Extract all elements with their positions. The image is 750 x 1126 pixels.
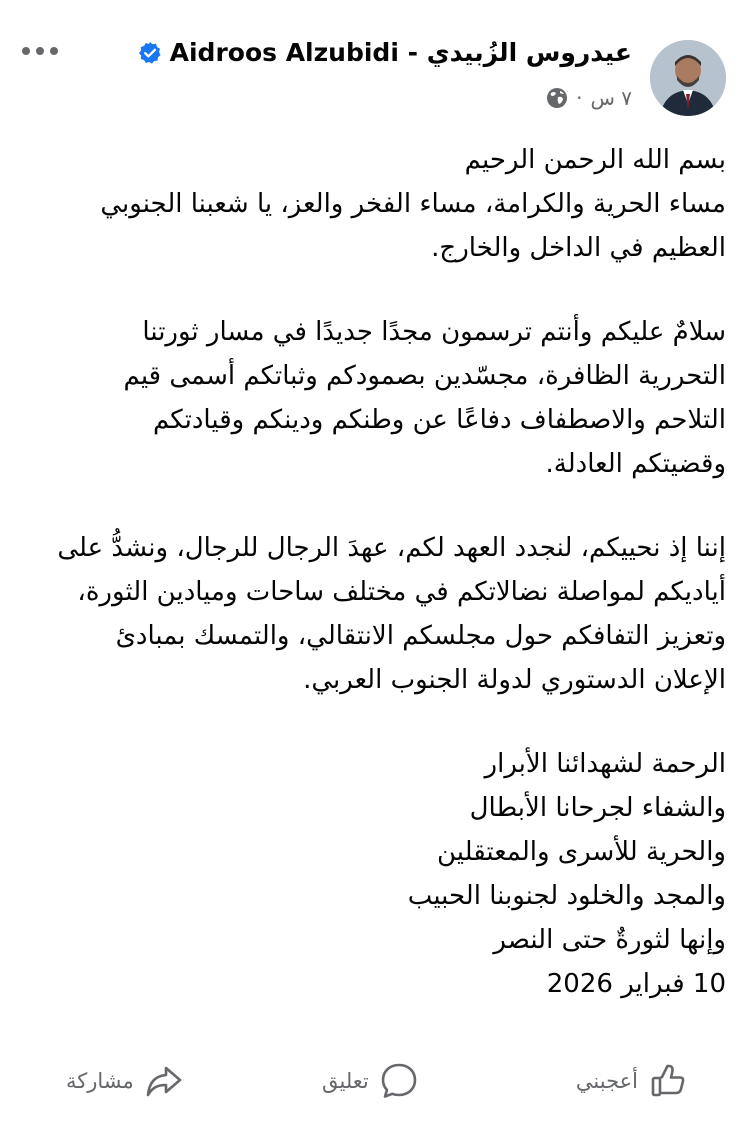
post-paragraph — [30, 526, 726, 702]
verified-badge-icon — [138, 41, 162, 65]
avatar-image — [650, 40, 726, 116]
post-line: وتعزيز التفافكم حول مجلسكم الانتقالي، والتمسك بمبادئ — [115, 621, 726, 651]
share-label: مشاركة — [66, 1069, 134, 1093]
post-line: وإنها لثورةٌ حتى النصر — [493, 925, 726, 955]
post-header — [0, 0, 750, 128]
post-line: والشفاء لجرحانا الأبطال — [469, 793, 726, 823]
post-line: التحررية الظافرة، مجسّدين بصمودكم وثباتكم أسمى قيم — [123, 361, 726, 391]
post-date-line: 10 فبراير 2026 — [546, 969, 726, 999]
post-paragraph — [30, 138, 726, 270]
post-text — [30, 138, 726, 1006]
avatar[interactable] — [650, 40, 726, 116]
post-line: والمجد والخلود لجنوبنا الحبيب — [407, 881, 726, 911]
post-timestamp[interactable]: ٧ س — [590, 86, 632, 110]
comment-label: تعليق — [322, 1069, 369, 1093]
post-line: مساء الحرية والكرامة، مساء الفخر والعز، يا شعبنا الجنوبي — [100, 189, 726, 219]
post-line: والحرية للأسرى والمعتقلين — [437, 837, 726, 867]
author-name[interactable]: Aidroos Alzubidi - عيدروس الزُبيدي — [169, 38, 632, 67]
post-paragraph — [30, 742, 726, 1006]
post-action-bar — [0, 1040, 750, 1126]
share-arrow-icon — [144, 1061, 184, 1101]
post-line: التلاحم والاصطفاف دفاعًا عن وطنكم ودينكم وقيادتكم — [152, 405, 726, 435]
like-button[interactable] — [576, 1058, 688, 1104]
meta-separator: · — [576, 86, 583, 110]
more-dots-icon — [21, 46, 59, 56]
thumbs-up-icon — [648, 1061, 688, 1101]
post-line: الرحمة لشهدائنا الأبرار — [484, 749, 726, 779]
post-line: أياديكم لمواصلة نضالاتكم في مختلف ساحات وميادين الثورة، — [77, 577, 726, 607]
post-line: سلامٌ عليكم وأنتم ترسمون مجدًا جديدًا في مسار ثورتنا — [142, 317, 726, 347]
share-button[interactable] — [66, 1058, 184, 1104]
more-options-button[interactable] — [18, 34, 62, 68]
post-line: بسم الله الرحمن الرحيم — [464, 145, 726, 175]
post-line: وقضيتكم العادلة. — [545, 449, 726, 479]
author-row — [138, 38, 632, 67]
comment-bubble-icon — [379, 1061, 419, 1101]
post-line: الإعلان الدستوري لدولة الجنوب العربي. — [303, 665, 726, 695]
like-label: أعجبني — [575, 1069, 638, 1093]
post-line: العظيم في الداخل والخارج. — [431, 233, 726, 263]
post-paragraph — [30, 310, 726, 486]
comment-button[interactable] — [322, 1058, 419, 1104]
post-meta — [546, 86, 632, 110]
post-line: إننا إذ نحييكم، لنجدد العهد لكم، عهدَ الرجال للرجال، ونشدُّ على — [57, 533, 726, 563]
globe-icon — [546, 87, 568, 109]
